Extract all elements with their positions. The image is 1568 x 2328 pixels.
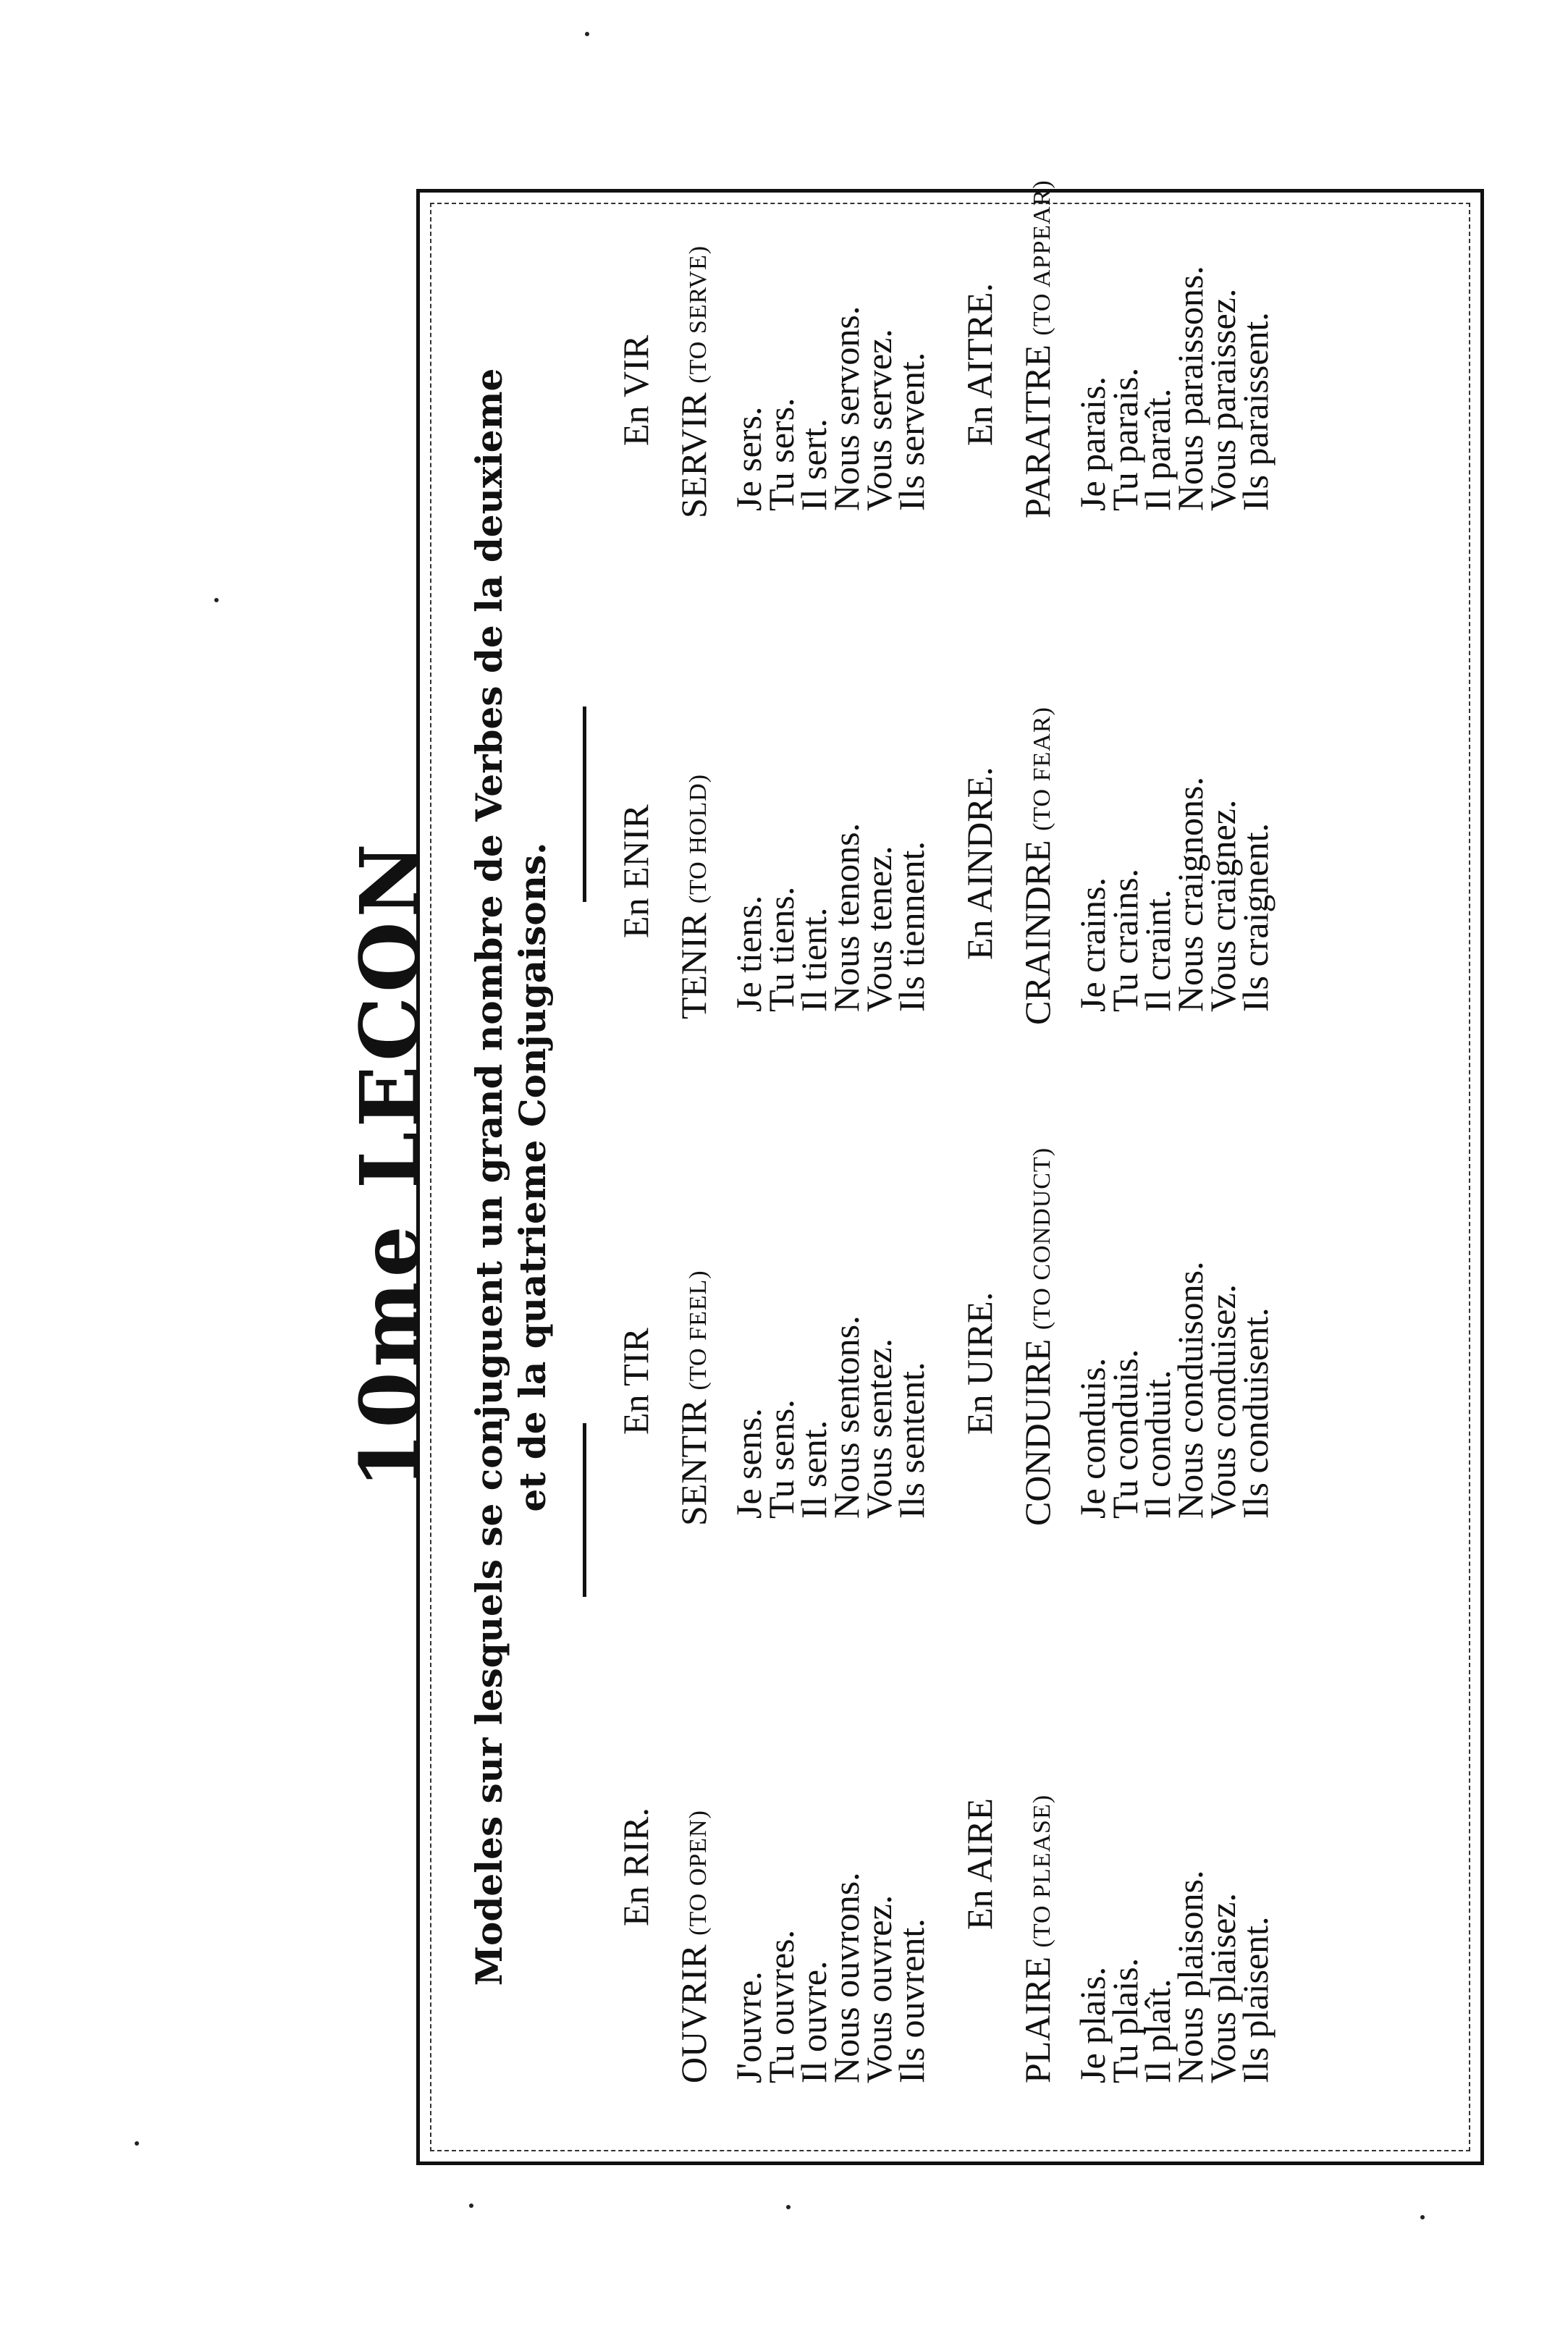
conjugation-form: Ils servent. (891, 352, 932, 511)
conjugation-list (1072, 777, 1276, 1012)
conjugation-form: Je crains. (1072, 877, 1113, 1012)
conjugation-list (1072, 1261, 1276, 1519)
conjugation-form: Vous paraissez. (1202, 288, 1243, 511)
conjugation-form: Il ouvre. (793, 1960, 834, 2083)
verb-translation: (TO FEEL) (685, 1270, 712, 1391)
conjugation-form: Vous tenez. (859, 845, 899, 1012)
conjugation-form: Ils conduisent. (1235, 1307, 1276, 1519)
group-ending: En RIR. (615, 1808, 656, 1926)
group-ending: En AITRE. (959, 283, 1000, 446)
verb-name: PLAIRE (1017, 1957, 1058, 2083)
verb-translation: (TO FEAR) (1029, 707, 1055, 831)
group-ending: En AIRE (959, 1798, 1000, 1930)
conjugation-form: Ils plaisent. (1235, 1916, 1276, 2083)
conjugation-form: Je sens. (728, 1408, 769, 1519)
conjugation-list (728, 1315, 932, 1519)
conjugation-form: Vous plaisez. (1202, 1893, 1243, 2083)
page-title: 10me LECON (343, 839, 438, 1489)
conjugation-form: Nous sentons. (826, 1315, 867, 1519)
verb-translation: (TO PLEASE) (1029, 1794, 1055, 1948)
conjugation-list (728, 822, 932, 1012)
table-frame-inner-border (430, 203, 1470, 2151)
conjugation-form: Vous ouvrez. (859, 1894, 899, 2083)
table-heading-line1: Modeles sur lesquels se conjuguent un grand nombre de Verbes de la deuxieme (468, 368, 510, 1986)
conjugation-form: Tu ouvres. (761, 1929, 801, 2083)
conjugation-form: Tu crains. (1105, 868, 1145, 1012)
conjugation-form: Nous plaisons. (1170, 1870, 1210, 2083)
conjugation-form: Il craint. (1137, 889, 1178, 1012)
conjugation-list (728, 1872, 932, 2083)
conjugation-form: J'ouvre. (728, 1971, 769, 2083)
conjugation-form: Il conduit. (1137, 1370, 1178, 1519)
conjugation-form: Ils craignent. (1235, 822, 1276, 1012)
heading-rule (583, 1423, 586, 1597)
conjugation-form: Vous sentez. (859, 1338, 899, 1519)
verb-translation: (TO HOLD) (685, 774, 712, 904)
verb-name: CRAINDRE (1017, 840, 1058, 1025)
table-heading-line2: et de la quatrieme Conjugaisons. (511, 842, 554, 1512)
verb-model (673, 1270, 719, 1526)
verb-name: PARAITRE (1017, 345, 1058, 518)
verb-name: SENTIR (673, 1399, 714, 1526)
group-ending: En ENIR (615, 804, 656, 938)
conjugation-form: Tu sers. (761, 397, 801, 511)
verb-translation: (TO OPEN) (685, 1810, 712, 1936)
verb-model (1017, 180, 1063, 518)
conjugation-form: Vous craignez. (1202, 799, 1243, 1012)
verb-name: SERVIR (673, 392, 714, 518)
conjugation-form: Ils paraissent. (1235, 312, 1276, 511)
conjugation-list (728, 305, 932, 511)
verb-translation: (TO APPEAR) (1029, 180, 1055, 336)
conjugation-list (1072, 266, 1276, 511)
conjugation-form: Je parais. (1072, 376, 1113, 511)
conjugation-form: Tu plais. (1105, 1957, 1145, 2083)
conjugation-form: Vous conduisez. (1202, 1283, 1243, 1519)
table-heading (468, 193, 555, 2162)
conjugation-form: Nous craignons. (1170, 777, 1210, 1012)
verb-model (673, 245, 719, 518)
verb-name: OUVRIR (673, 1944, 714, 2083)
table-frame (416, 180, 1484, 2165)
verb-name: CONDUIRE (1017, 1338, 1058, 1526)
conjugation-list (1072, 1870, 1276, 2083)
conjugation-form: Il sert. (793, 418, 834, 511)
conjugation-form: Il paraît. (1137, 388, 1178, 511)
group-ending: En UIRE. (959, 1291, 1000, 1435)
conjugation-form: Nous conduisons. (1170, 1261, 1210, 1519)
conjugation-form: Tu sens. (761, 1399, 801, 1519)
conjugation-form: Je sers. (728, 406, 769, 511)
conjugation-form: Nous ouvrons. (826, 1872, 867, 2083)
conjugation-form: Ils ouvrent. (891, 1918, 932, 2083)
conjugation-form: Il plaît. (1137, 1978, 1178, 2083)
conjugation-form: Nous paraissons. (1170, 266, 1210, 511)
conjugation-form: Je tiens. (728, 895, 769, 1012)
conjugation-form: Ils sentent. (891, 1362, 932, 1519)
conjugation-form: Tu conduis. (1105, 1349, 1145, 1519)
heading-rule (583, 707, 586, 902)
verb-model (673, 1810, 719, 2083)
group-ending: En TIR (615, 1328, 656, 1435)
conjugation-form: Je conduis. (1072, 1357, 1113, 1519)
conjugation-form: Tu tiens. (761, 886, 801, 1012)
conjugation-form: Nous tenons. (826, 822, 867, 1012)
group-ending: En VIR (615, 334, 656, 446)
verb-translation: (TO SERVE) (685, 245, 712, 384)
verb-model (1017, 1794, 1063, 2083)
verb-model (673, 774, 719, 1019)
conjugation-form: Tu parais. (1105, 367, 1145, 511)
verb-name: TENIR (673, 912, 714, 1019)
conjugation-form: Nous servons. (826, 305, 867, 511)
conjugation-form: Ils tiennent. (891, 840, 932, 1012)
verb-model (1017, 1147, 1063, 1526)
conjugation-form: Je plais. (1072, 1966, 1113, 2083)
conjugation-form: Il sent. (793, 1420, 834, 1519)
group-ending: En AINDRE. (959, 767, 1000, 960)
conjugation-form: Vous servez. (859, 329, 899, 511)
verb-model (1017, 707, 1063, 1025)
conjugation-form: Il tient. (793, 907, 834, 1012)
verb-translation: (TO CONDUCT) (1029, 1147, 1055, 1330)
